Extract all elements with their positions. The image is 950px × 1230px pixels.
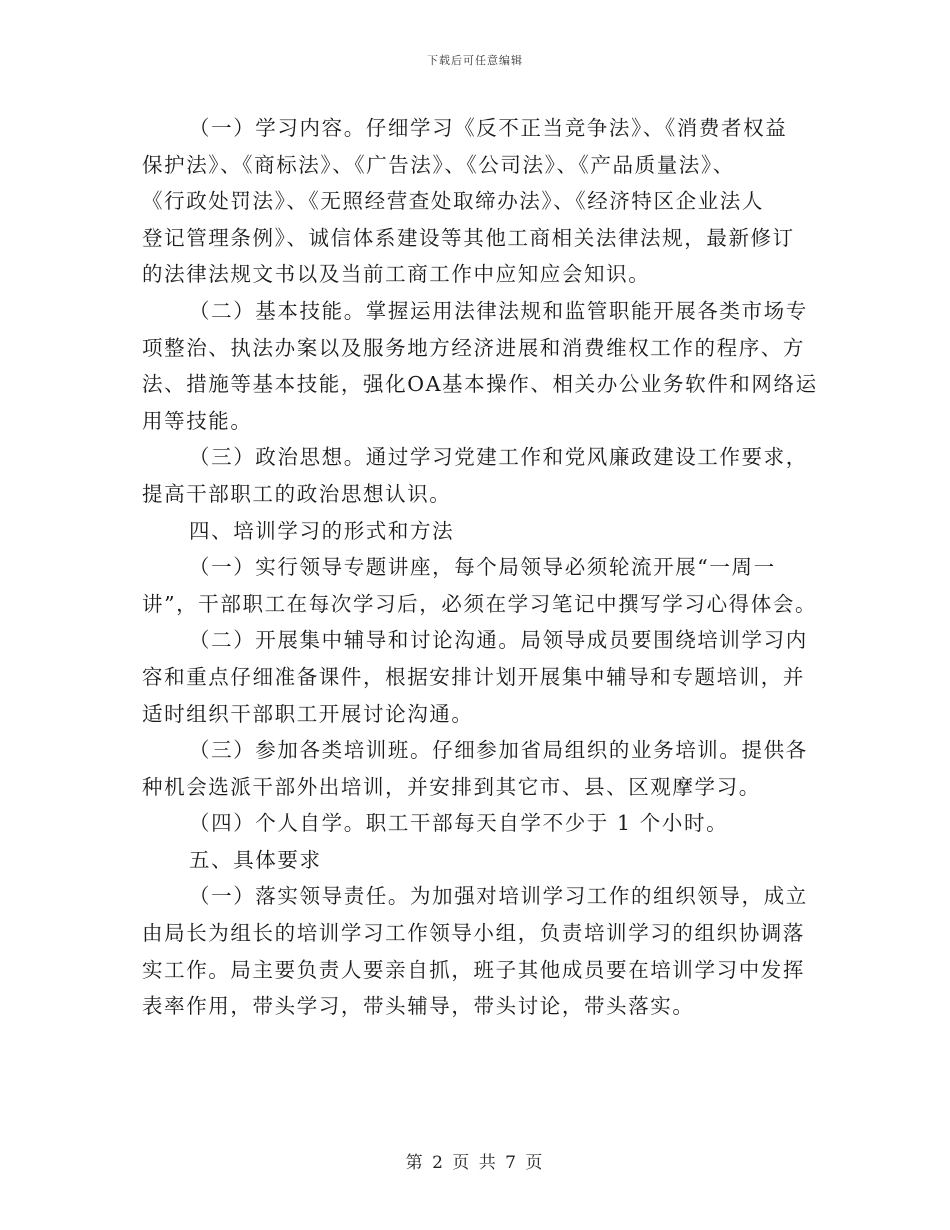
section-heading-4 [142,513,807,550]
paragraph-study-content [142,110,807,293]
paragraph-line: 《行政处罚法》、《无照经营查处取缔办法》、《经济特区企业法人 [142,189,764,214]
paragraph-line: 法、措施等基本技能，强化OA基本操作、相关办公业务软件和网络运 [142,372,818,397]
paragraph-leadership [142,878,807,1024]
paragraph-line: 容和重点仔细准备课件，根据安排计划开展集中辅导和专题培训，并 [142,664,805,689]
paragraph-line: 适时组织干部职工开展讨论沟通。 [142,701,474,726]
paragraph-line: （一）学习内容。仔细学习《反不正当竞争法》、《消费者权益 [189,116,788,140]
paragraph-line: （四）个人自学。职工干部每天自学不少于 1 个小时。 [189,811,729,836]
paragraph-line: 的法律法规文书以及当前工商工作中应知应会知识。 [142,262,651,287]
paragraph-line: 项整治、执法办案以及服务地方经济进展和消费维权工作的程序、方 [142,335,805,360]
paragraph-tutoring [142,622,807,732]
paragraph-line: 用等技能。 [142,408,253,433]
section-heading-text: 五、具体要求 [189,847,322,872]
paragraph-line: （三）政治思想。通过学习党建工作和党风廉政建设工作要求， [189,445,808,470]
paragraph-line: 保护法》、《商标法》、《广告法》、《公司法》、《产品质量法》、 [142,152,735,177]
paragraph-line: （三）参加各类培训班。仔细参加省局组织的业务培训。提供各 [189,738,808,763]
paragraph-self-study [142,805,807,842]
paragraph-line: 提高干部职工的政治思想认识。 [142,481,452,506]
paragraph-line: 由局长为组长的培训学习工作领导小组，负责培训学习的组织协调落 [142,921,805,946]
paragraph-line: 登记管理条例》、诚信体系建设等其他工商相关法律法规，最新修订 [142,225,795,250]
paragraph-basic-skills [142,293,818,439]
paragraph-line: （一）落实领导责任。为加强对培训学习工作的组织领导，成立 [189,884,808,909]
paragraph-line: 讲”，干部职工在每次学习后，必须在学习笔记中撰写学习心得体会。 [142,591,818,616]
section-heading-5 [142,842,807,879]
paragraph-lecture [142,549,818,622]
paragraph-line: 种机会选派干部外出培训，并安排到其它市、县、区观摩学习。 [142,774,761,799]
paragraph-line: （一）实行领导专题讲座，每个局领导必须轮流开展“一周一 [189,555,776,580]
paragraph-line: （二）开展集中辅导和讨论沟通。局领导成员要围绕培训学习内 [189,628,808,653]
header-note: 下载后可任意编辑 [427,54,523,67]
paragraph-line: 实工作。局主要负责人要亲自抓，班子其他成员要在培训学习中发挥 [142,957,805,982]
section-heading-text: 四、培训学习的形式和方法 [189,518,455,543]
document-body [142,110,818,1025]
paragraph-line: 表率作用，带头学习，带头辅导，带头讨论，带头落实。 [142,994,695,1019]
paragraph-training-classes [142,732,807,805]
paragraph-political-thought [142,439,807,512]
page-number: 第 2 页 共 7 页 [405,1153,545,1173]
paragraph-line: （二）基本技能。掌握运用法律法规和监管职能开展各类市场专 [189,298,808,323]
